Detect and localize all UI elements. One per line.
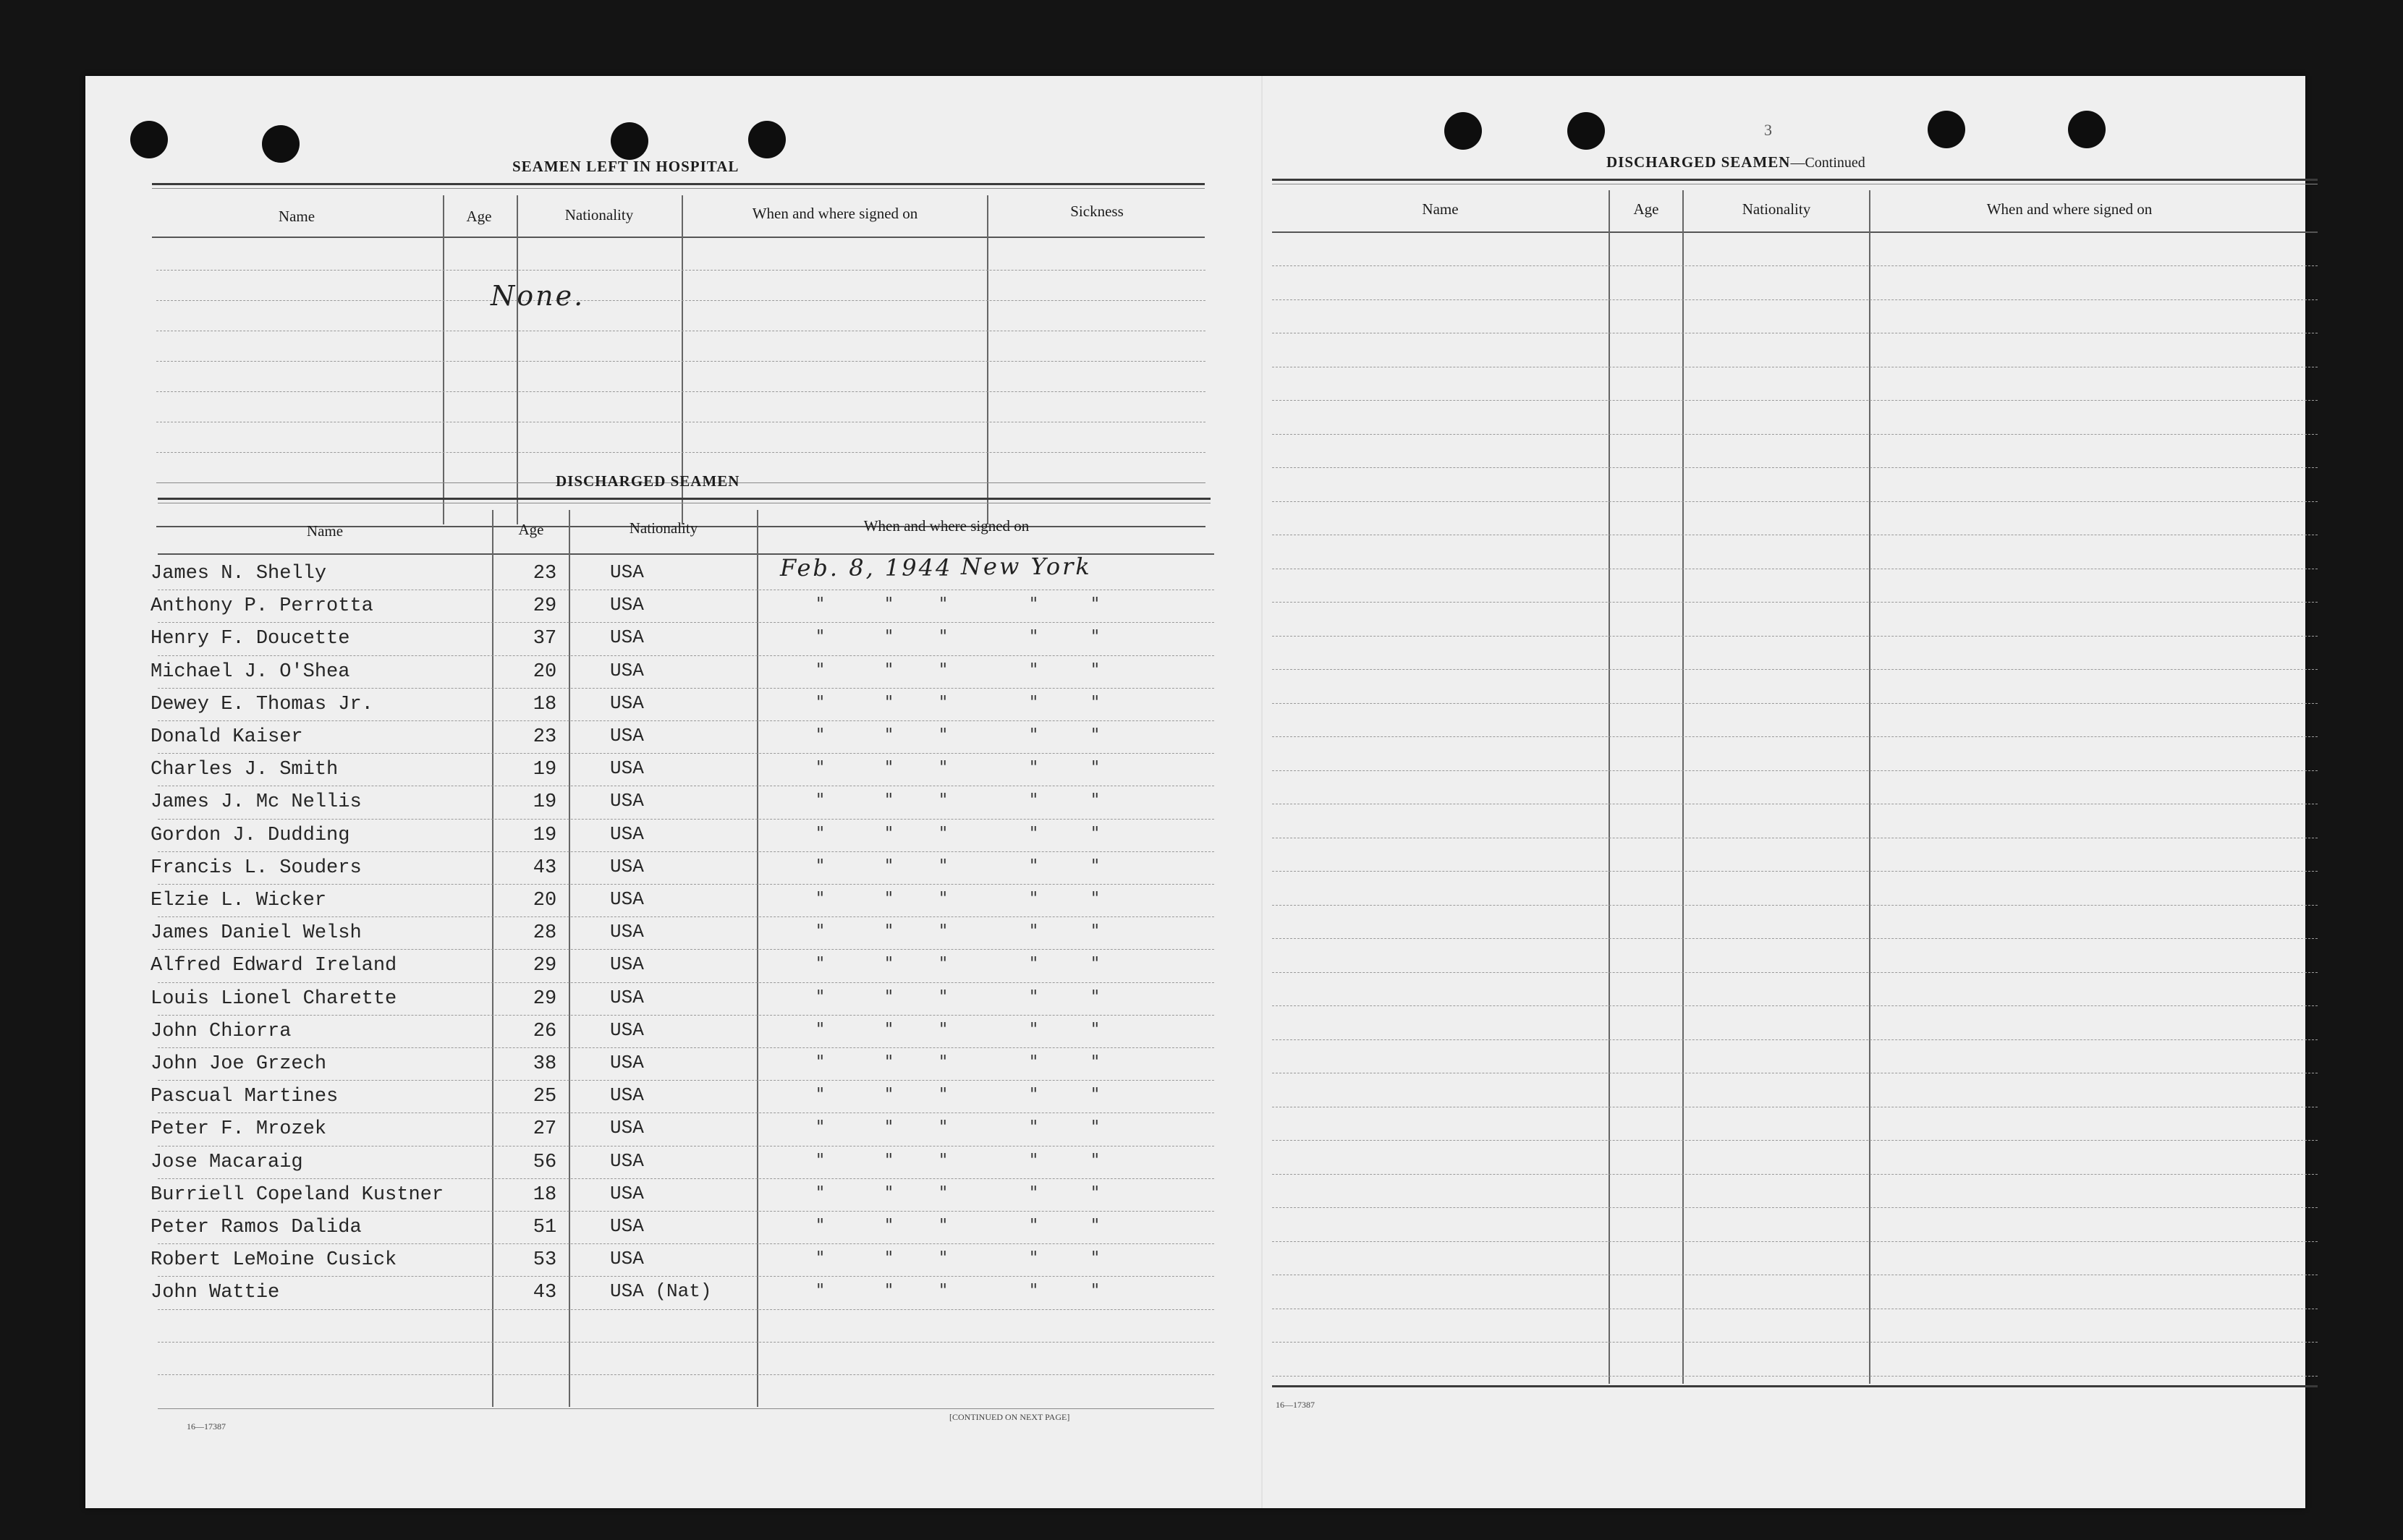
- punch-hole: [130, 121, 168, 158]
- ditto-mark: ": [885, 790, 894, 811]
- row-rule: [158, 1276, 1214, 1277]
- seaman-age: 20: [533, 660, 557, 683]
- ditto-mark: ": [1030, 790, 1038, 811]
- ditto-mark: ": [885, 757, 894, 778]
- ditto-mark: ": [885, 1117, 894, 1138]
- ditto-mark: ": [939, 1215, 948, 1235]
- hospital-col-signed-on: When and where signed on: [752, 205, 918, 222]
- ditto-mark: ": [1030, 692, 1038, 712]
- row-rule: [158, 1047, 1214, 1048]
- ditto-mark: ": [816, 1052, 825, 1072]
- table-row: [85, 688, 1287, 720]
- row-rule: [1272, 770, 2318, 771]
- ditto-mark: ": [816, 1280, 825, 1301]
- ditto-mark: ": [1091, 1215, 1100, 1235]
- table-row: [85, 1146, 1287, 1178]
- row-rule: [158, 916, 1214, 917]
- ditto-mark: ": [816, 986, 825, 1007]
- row-rule: [1272, 602, 2318, 603]
- ditto-mark: ": [885, 659, 894, 680]
- seaman-age: 51: [533, 1217, 557, 1238]
- seaman-name: Henry F. Doucette: [151, 628, 350, 650]
- signed-on-place: New York: [961, 553, 1092, 580]
- ditto-mark: ": [1091, 626, 1100, 647]
- row-rule: [1272, 871, 2318, 872]
- ditto-mark: ": [939, 790, 948, 811]
- row-rule: [1272, 1207, 2318, 1208]
- seaman-name: Alfred Edward Ireland: [151, 955, 397, 977]
- ditto-mark: ": [939, 953, 948, 974]
- ditto-mark: ": [939, 725, 948, 745]
- seaman-nationality: USA: [610, 986, 644, 1008]
- row-rule: [158, 1309, 1214, 1310]
- seaman-age: 43: [533, 1282, 557, 1304]
- ditto-mark: ": [939, 757, 948, 778]
- ditto-mark: ": [1030, 1149, 1038, 1170]
- ditto-mark: ": [1091, 757, 1100, 778]
- punch-hole: [1444, 112, 1482, 150]
- row-rule: [1272, 1376, 2318, 1377]
- ditto-mark: ": [1030, 1084, 1038, 1105]
- seaman-name: Francis L. Souders: [151, 856, 362, 879]
- ditto-mark: ": [816, 1018, 825, 1039]
- ditto-mark: ": [1030, 921, 1038, 942]
- document-spread: [85, 76, 2305, 1508]
- page-number: 3: [1764, 121, 1772, 139]
- row-rule: [1272, 1140, 2318, 1141]
- seaman-name: Jose Macaraig: [151, 1151, 303, 1173]
- continued-col-nationality: Nationality: [1742, 200, 1811, 218]
- ditto-mark: ": [1091, 1248, 1100, 1269]
- ditto-mark: ": [1030, 626, 1038, 647]
- discharged-section-title: DISCHARGED SEAMEN: [556, 472, 740, 490]
- seaman-nationality: USA: [610, 1248, 644, 1270]
- ditto-mark: ": [1030, 1117, 1038, 1138]
- discharged-col-age: Age: [518, 521, 544, 538]
- ditto-mark: ": [1030, 986, 1038, 1007]
- discharged-col-name: Name: [306, 522, 344, 540]
- ditto-mark: ": [885, 1280, 894, 1301]
- table-row: [85, 949, 1287, 982]
- seaman-name: John Joe Grzech: [151, 1053, 327, 1075]
- row-rule: [1272, 299, 2318, 300]
- ditto-mark: ": [1030, 1215, 1038, 1235]
- ditto-mark: ": [939, 1117, 948, 1138]
- seaman-age: 26: [533, 1020, 557, 1042]
- ditto-mark: ": [1091, 1149, 1100, 1170]
- ditto-mark: ": [1030, 594, 1038, 615]
- table-row: [85, 553, 1287, 590]
- ditto-mark: ": [885, 1018, 894, 1039]
- row-rule: [1272, 1039, 2318, 1040]
- ditto-mark: ": [939, 1280, 948, 1301]
- ditto-mark: ": [939, 659, 948, 680]
- ditto-mark: ": [816, 855, 825, 876]
- ditto-mark: ": [885, 888, 894, 909]
- ditto-mark: ": [885, 1084, 894, 1105]
- seaman-name: John Wattie: [151, 1282, 280, 1304]
- row-rule: [1272, 265, 2318, 266]
- ditto-mark: ": [1091, 659, 1100, 680]
- row-rule: [158, 1211, 1214, 1212]
- ditto-mark: ": [939, 1182, 948, 1203]
- ditto-mark: ": [1091, 1117, 1100, 1138]
- seaman-nationality: USA: [610, 921, 644, 943]
- table-row: [85, 1243, 1287, 1276]
- seaman-age: 56: [533, 1151, 557, 1173]
- table-row: [85, 884, 1287, 916]
- ditto-mark: ": [885, 1248, 894, 1269]
- row-rule: [1272, 905, 2318, 906]
- seaman-age: 28: [533, 922, 557, 945]
- seaman-age: 53: [533, 1249, 557, 1272]
- seaman-name: Louis Lionel Charette: [151, 987, 397, 1010]
- ditto-mark: ": [1030, 953, 1038, 974]
- row-rule: [1272, 434, 2318, 435]
- ditto-mark: ": [1030, 1052, 1038, 1072]
- table-row: [85, 916, 1287, 949]
- seaman-nationality: USA: [610, 1117, 644, 1139]
- ditto-mark: ": [885, 855, 894, 876]
- ditto-mark: ": [1091, 921, 1100, 942]
- seaman-name: Dewey E. Thomas Jr.: [151, 693, 373, 715]
- row-rule: [158, 1015, 1214, 1016]
- ditto-mark: ": [1091, 822, 1100, 843]
- ditto-mark: ": [816, 725, 825, 745]
- ditto-mark: ": [816, 1084, 825, 1105]
- ditto-mark: ": [885, 921, 894, 942]
- seaman-nationality: USA: [610, 1149, 644, 1172]
- seaman-nationality: USA: [610, 1215, 644, 1237]
- ditto-mark: ": [939, 1018, 948, 1039]
- table-row: [85, 1080, 1287, 1113]
- ditto-mark: ": [939, 921, 948, 942]
- seaman-age: 37: [533, 628, 557, 650]
- ditto-mark: ": [1091, 594, 1100, 615]
- row-rule: [158, 1178, 1214, 1179]
- row-rule: [158, 949, 1214, 950]
- seaman-age: 25: [533, 1086, 557, 1108]
- hospital-col-age: Age: [466, 208, 492, 225]
- row-rule: [1272, 501, 2318, 502]
- ditto-mark: ": [1091, 790, 1100, 811]
- ditto-mark: ": [1091, 692, 1100, 712]
- row-rule: [1272, 636, 2318, 637]
- seaman-name: James N. Shelly: [151, 563, 327, 584]
- seaman-nationality: USA: [610, 692, 644, 714]
- punch-hole: [748, 121, 786, 158]
- row-rule: [158, 819, 1214, 820]
- ditto-mark: ": [939, 692, 948, 712]
- ditto-mark: ": [816, 1215, 825, 1235]
- row-rule: [1272, 400, 2318, 401]
- ditto-mark: ": [816, 1149, 825, 1170]
- ditto-mark: ": [1030, 1018, 1038, 1039]
- seaman-nationality: USA (Nat): [610, 1280, 712, 1303]
- table-row: [85, 655, 1287, 688]
- row-rule: [158, 655, 1214, 656]
- seaman-name: Elzie L. Wicker: [151, 890, 327, 911]
- ditto-mark: ": [1091, 1280, 1100, 1301]
- ditto-mark: ": [1091, 725, 1100, 745]
- ditto-mark: ": [816, 790, 825, 811]
- ditto-mark: ": [1091, 855, 1100, 876]
- seaman-nationality: USA: [610, 561, 644, 583]
- seaman-name: Anthony P. Perrotta: [151, 595, 373, 618]
- table-row: [85, 1047, 1287, 1080]
- ditto-mark: ": [885, 822, 894, 843]
- ditto-mark: ": [816, 659, 825, 680]
- ditto-mark: ": [1030, 659, 1038, 680]
- row-rule: [1272, 1241, 2318, 1242]
- ditto-mark: ": [885, 1215, 894, 1235]
- discharged-col-nationality: Nationality: [629, 519, 698, 537]
- row-rule: [1272, 1342, 2318, 1343]
- continued-note: [CONTINUED ON NEXT PAGE]: [949, 1412, 1070, 1422]
- ditto-mark: ": [885, 986, 894, 1007]
- seaman-name: Pascual Martines: [151, 1086, 339, 1108]
- row-rule: [1272, 669, 2318, 670]
- row-rule: [158, 720, 1214, 721]
- ditto-mark: ": [816, 953, 825, 974]
- ditto-mark: ": [939, 1248, 948, 1269]
- hospital-handwritten-none: None.: [491, 280, 585, 312]
- row-rule: [158, 688, 1214, 689]
- row-rule: [1272, 736, 2318, 737]
- ditto-mark: ": [939, 1052, 948, 1072]
- punch-hole: [1567, 112, 1605, 150]
- seaman-nationality: USA: [610, 1018, 644, 1041]
- table-row: [85, 982, 1287, 1015]
- seaman-nationality: USA: [610, 1182, 644, 1204]
- seaman-nationality: USA: [610, 888, 644, 910]
- seaman-age: 19: [533, 824, 557, 846]
- ditto-mark: ": [885, 953, 894, 974]
- seaman-age: 18: [533, 1183, 557, 1206]
- ditto-mark: ": [1091, 1018, 1100, 1039]
- row-rule: [1272, 703, 2318, 704]
- ditto-mark: ": [1030, 1280, 1038, 1301]
- seaman-nationality: USA: [610, 1084, 644, 1107]
- seaman-nationality: USA: [610, 725, 644, 746]
- table-row: [85, 590, 1287, 622]
- row-rule: [158, 1146, 1214, 1147]
- row-rule: [1272, 1005, 2318, 1006]
- punch-hole: [611, 122, 648, 160]
- ditto-mark: ": [816, 1117, 825, 1138]
- table-row: [85, 622, 1287, 655]
- seaman-name: Gordon J. Dudding: [151, 824, 350, 846]
- table-row: [85, 1015, 1287, 1047]
- ditto-mark: ": [939, 1149, 948, 1170]
- seaman-age: 19: [533, 791, 557, 814]
- table-row: [85, 753, 1287, 786]
- row-rule: [158, 1342, 1214, 1343]
- seaman-age: 27: [533, 1118, 557, 1141]
- seaman-nationality: USA: [610, 790, 644, 812]
- signed-on-date: Feb. 8, 1944: [780, 554, 953, 582]
- seaman-name: John Chiorra: [151, 1020, 292, 1042]
- ditto-mark: ": [816, 692, 825, 712]
- ditto-mark: ": [939, 888, 948, 909]
- ditto-mark: ": [816, 822, 825, 843]
- row-rule: [158, 1374, 1214, 1375]
- ditto-mark: ": [1091, 1084, 1100, 1105]
- ditto-mark: ": [885, 725, 894, 745]
- table-row: [85, 1178, 1287, 1211]
- ditto-mark: ": [816, 594, 825, 615]
- seaman-age: 29: [533, 987, 557, 1010]
- seaman-name: James Daniel Welsh: [151, 922, 362, 945]
- ditto-mark: ": [885, 594, 894, 615]
- seaman-nationality: USA: [610, 757, 644, 780]
- ditto-mark: ": [1030, 855, 1038, 876]
- seaman-name: Burriell Copeland Kustner: [151, 1183, 444, 1206]
- ditto-mark: ": [1030, 888, 1038, 909]
- seaman-nationality: USA: [610, 594, 644, 616]
- ditto-mark: ": [885, 1052, 894, 1072]
- row-rule: [158, 1243, 1214, 1244]
- ditto-mark: ": [885, 692, 894, 712]
- row-rule: [158, 1080, 1214, 1081]
- seaman-name: James J. Mc Nellis: [151, 791, 362, 814]
- continued-title-suffix: —Continued: [1790, 155, 1865, 171]
- ditto-mark: ": [816, 1248, 825, 1269]
- ditto-mark: ": [816, 626, 825, 647]
- seaman-age: 20: [533, 890, 557, 911]
- ditto-mark: ": [816, 1182, 825, 1203]
- seaman-name: Peter Ramos Dalida: [151, 1217, 362, 1238]
- table-row: [85, 851, 1287, 884]
- seaman-age: 19: [533, 759, 557, 781]
- continued-title-main: DISCHARGED SEAMEN: [1606, 153, 1791, 171]
- ditto-mark: ": [1030, 725, 1038, 745]
- seaman-name: Robert LeMoine Cusick: [151, 1249, 397, 1272]
- ditto-mark: ": [1030, 1248, 1038, 1269]
- ditto-mark: ": [1030, 1182, 1038, 1203]
- row-rule: [1272, 938, 2318, 939]
- seaman-name: Peter F. Mrozek: [151, 1118, 327, 1141]
- ditto-mark: ": [939, 986, 948, 1007]
- ditto-mark: ": [885, 626, 894, 647]
- ditto-mark: ": [885, 1182, 894, 1203]
- continued-section-title: [1606, 153, 1865, 171]
- continued-col-signed-on: When and where signed on: [1986, 200, 2153, 218]
- table-row: [85, 1113, 1287, 1145]
- ditto-mark: ": [885, 1149, 894, 1170]
- ditto-mark: ": [816, 757, 825, 778]
- ditto-mark: ": [1091, 1182, 1100, 1203]
- seaman-nationality: USA: [610, 953, 644, 976]
- form-number-left: 16—17387: [187, 1421, 226, 1431]
- seaman-nationality: USA: [610, 822, 644, 845]
- hospital-col-name: Name: [278, 208, 315, 225]
- seaman-age: 29: [533, 955, 557, 977]
- continued-col-name: Name: [1422, 200, 1459, 218]
- ditto-mark: ": [1091, 1052, 1100, 1072]
- row-rule: [1272, 1174, 2318, 1175]
- seaman-name: Donald Kaiser: [151, 726, 303, 748]
- seaman-age: 18: [533, 693, 557, 715]
- form-number-right: 16—17387: [1276, 1400, 1315, 1410]
- table-row: [85, 819, 1287, 851]
- ditto-mark: ": [939, 1084, 948, 1105]
- seaman-nationality: USA: [610, 659, 644, 681]
- ditto-mark: ": [1091, 986, 1100, 1007]
- ditto-mark: ": [939, 626, 948, 647]
- seaman-age: 23: [533, 726, 557, 748]
- seaman-name: Charles J. Smith: [151, 759, 339, 781]
- seaman-nationality: USA: [610, 1052, 644, 1073]
- hospital-section-title: SEAMEN LEFT IN HOSPITAL: [512, 158, 739, 175]
- table-row: [85, 786, 1287, 818]
- discharged-col-signed-on: When and where signed on: [863, 517, 1030, 535]
- ditto-mark: ": [939, 594, 948, 615]
- continued-col-age: Age: [1633, 200, 1659, 218]
- seaman-nationality: USA: [610, 626, 644, 649]
- seaman-age: 38: [533, 1053, 557, 1075]
- ditto-mark: ": [816, 921, 825, 942]
- seaman-age: 29: [533, 595, 557, 618]
- hospital-col-nationality: Nationality: [564, 206, 634, 224]
- seaman-nationality: USA: [610, 855, 644, 877]
- ditto-mark: ": [1030, 757, 1038, 778]
- ditto-mark: ": [939, 822, 948, 843]
- row-rule: [158, 753, 1214, 754]
- table-row: [85, 1276, 1287, 1309]
- table-row: [85, 1211, 1287, 1243]
- seaman-age: 43: [533, 856, 557, 879]
- row-rule: [1272, 467, 2318, 468]
- seaman-age: 23: [533, 563, 557, 584]
- ditto-mark: ": [816, 888, 825, 909]
- ditto-mark: ": [939, 855, 948, 876]
- hospital-col-sickness: Sickness: [1070, 203, 1124, 220]
- punch-hole: [1928, 111, 1965, 148]
- punch-hole: [2068, 111, 2106, 148]
- row-rule: [158, 982, 1214, 983]
- row-rule: [158, 851, 1214, 852]
- row-rule: [158, 884, 1214, 885]
- ditto-mark: ": [1091, 888, 1100, 909]
- row-rule: [1272, 972, 2318, 973]
- ditto-mark: ": [1091, 953, 1100, 974]
- punch-hole: [262, 125, 300, 163]
- ditto-mark: ": [1030, 822, 1038, 843]
- row-rule: [158, 622, 1214, 623]
- seaman-name: Michael J. O'Shea: [151, 660, 350, 683]
- table-row: [85, 720, 1287, 753]
